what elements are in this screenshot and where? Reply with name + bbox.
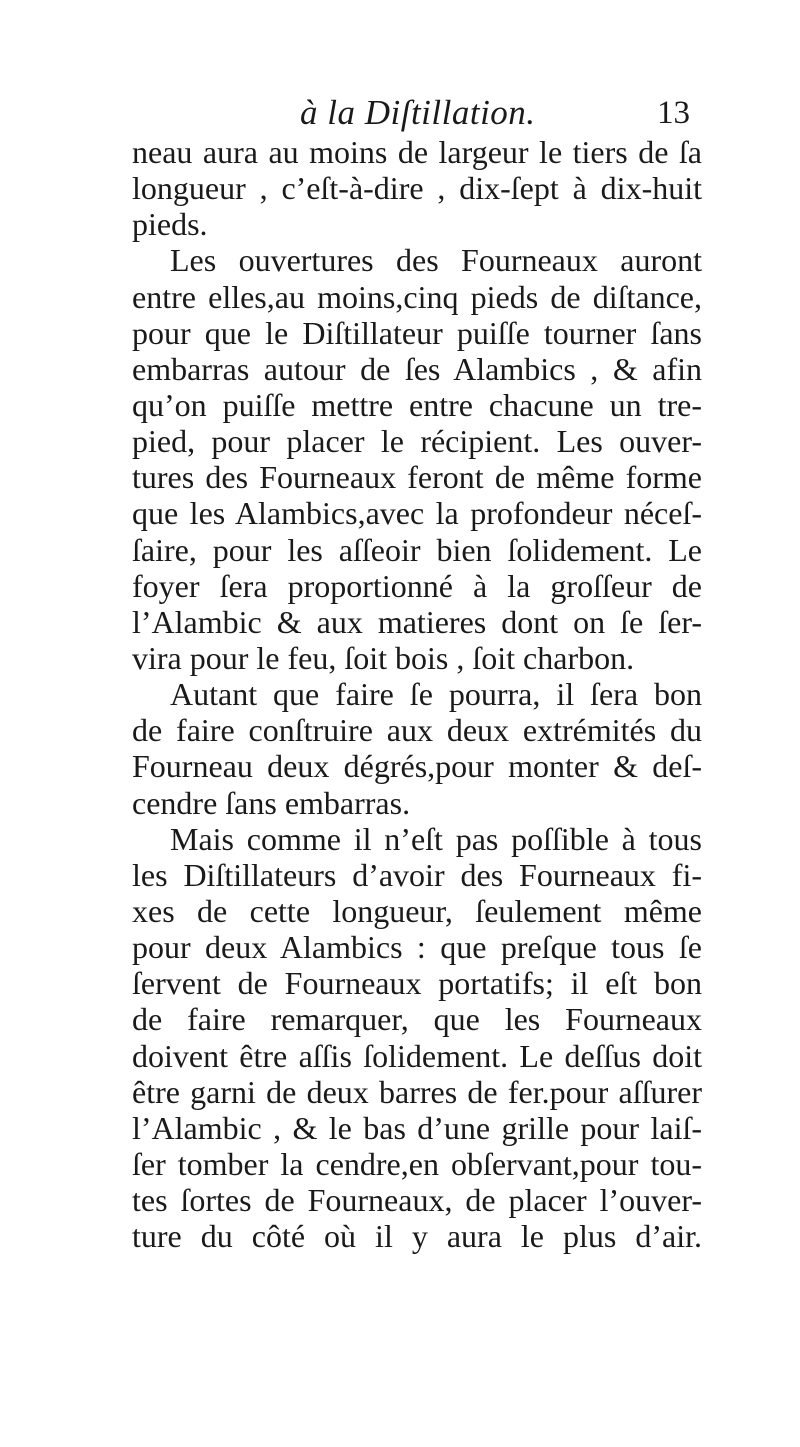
text-line: pied, pour placer le récipient. Les ouver- [132, 423, 702, 460]
text-line: de faire conſtruire aux deux extrémités du [132, 712, 702, 749]
text-line: ture du côté où il y aura le plus d’air. [132, 1218, 702, 1255]
text-line: embarras autour de ſes Alambics , & afin [132, 350, 702, 387]
text-line: doivent être aſſis ſolidement. Le deſſus doit [132, 1037, 702, 1074]
text-line: Les ouvertures des Fourneaux auront [170, 242, 702, 279]
text-line: tures des Fourneaux feront de même forme [132, 459, 702, 496]
text-line: que les Alambics,avec la profondeur néceſ- [132, 495, 702, 532]
text-line: Mais comme il n’eſt pas poſſible à tous [170, 820, 702, 857]
text-line: xes de cette longueur, ſeulement même [132, 892, 702, 929]
text-line: pieds. [132, 206, 208, 243]
text-line: ſervent de Fourneaux portatifs; il eſt bon [132, 965, 702, 1002]
text-line: longueur , c’eſt-à-dire , dix-ſept à dix-huit [132, 170, 702, 207]
text-line: l’Alambic & aux matieres dont on ſe ſer- [132, 603, 702, 640]
text-line: pour deux Alambics : que preſque tous ſe [132, 929, 702, 966]
text-line: être garni de deux barres de fer.pour aſſurer [132, 1073, 702, 1110]
page-number: 13 [657, 95, 690, 131]
text-line: de faire remarquer, que les Fourneaux [132, 1001, 702, 1038]
text-line: Autant que faire ſe pourra, il ſera bon [170, 676, 702, 713]
running-head [300, 88, 690, 138]
text-line: foyer ſera proportionné à la groſſeur de [132, 567, 702, 604]
text-line: neau aura au moins de largeur le tiers de ſa [132, 134, 702, 170]
running-head-title: à la Diſtillation. [300, 93, 536, 132]
text-line: ſaire, pour les aſſeoir bien ſolidement. Le [132, 531, 702, 568]
text-line: vira pour le feu, ſoit bois , ſoit charbon. [132, 639, 635, 676]
text-line: tes ſortes de Fourneaux, de placer l’ouver- [132, 1182, 702, 1219]
text-line: cendre ſans embarras. [132, 784, 411, 821]
text-line: Fourneau deux dégrés,pour monter & deſ- [132, 748, 702, 785]
text-line: qu’on puiſſe mettre entre chacune un tre- [132, 386, 702, 423]
text-line: l’Alambic , & le bas d’une grille pour laiſ- [132, 1109, 702, 1146]
text-line: pour que le Diſtillateur puiſſe tourner ſans [132, 314, 702, 351]
text-line: ſer tomber la cendre,en obſervant,pour tou- [132, 1145, 702, 1182]
text-line: les Diſtillateurs d’avoir des Fourneaux fi- [132, 856, 702, 893]
body-text [132, 134, 702, 1254]
text-line: entre elles,au moins,cinq pieds de diſtance, [132, 278, 702, 315]
